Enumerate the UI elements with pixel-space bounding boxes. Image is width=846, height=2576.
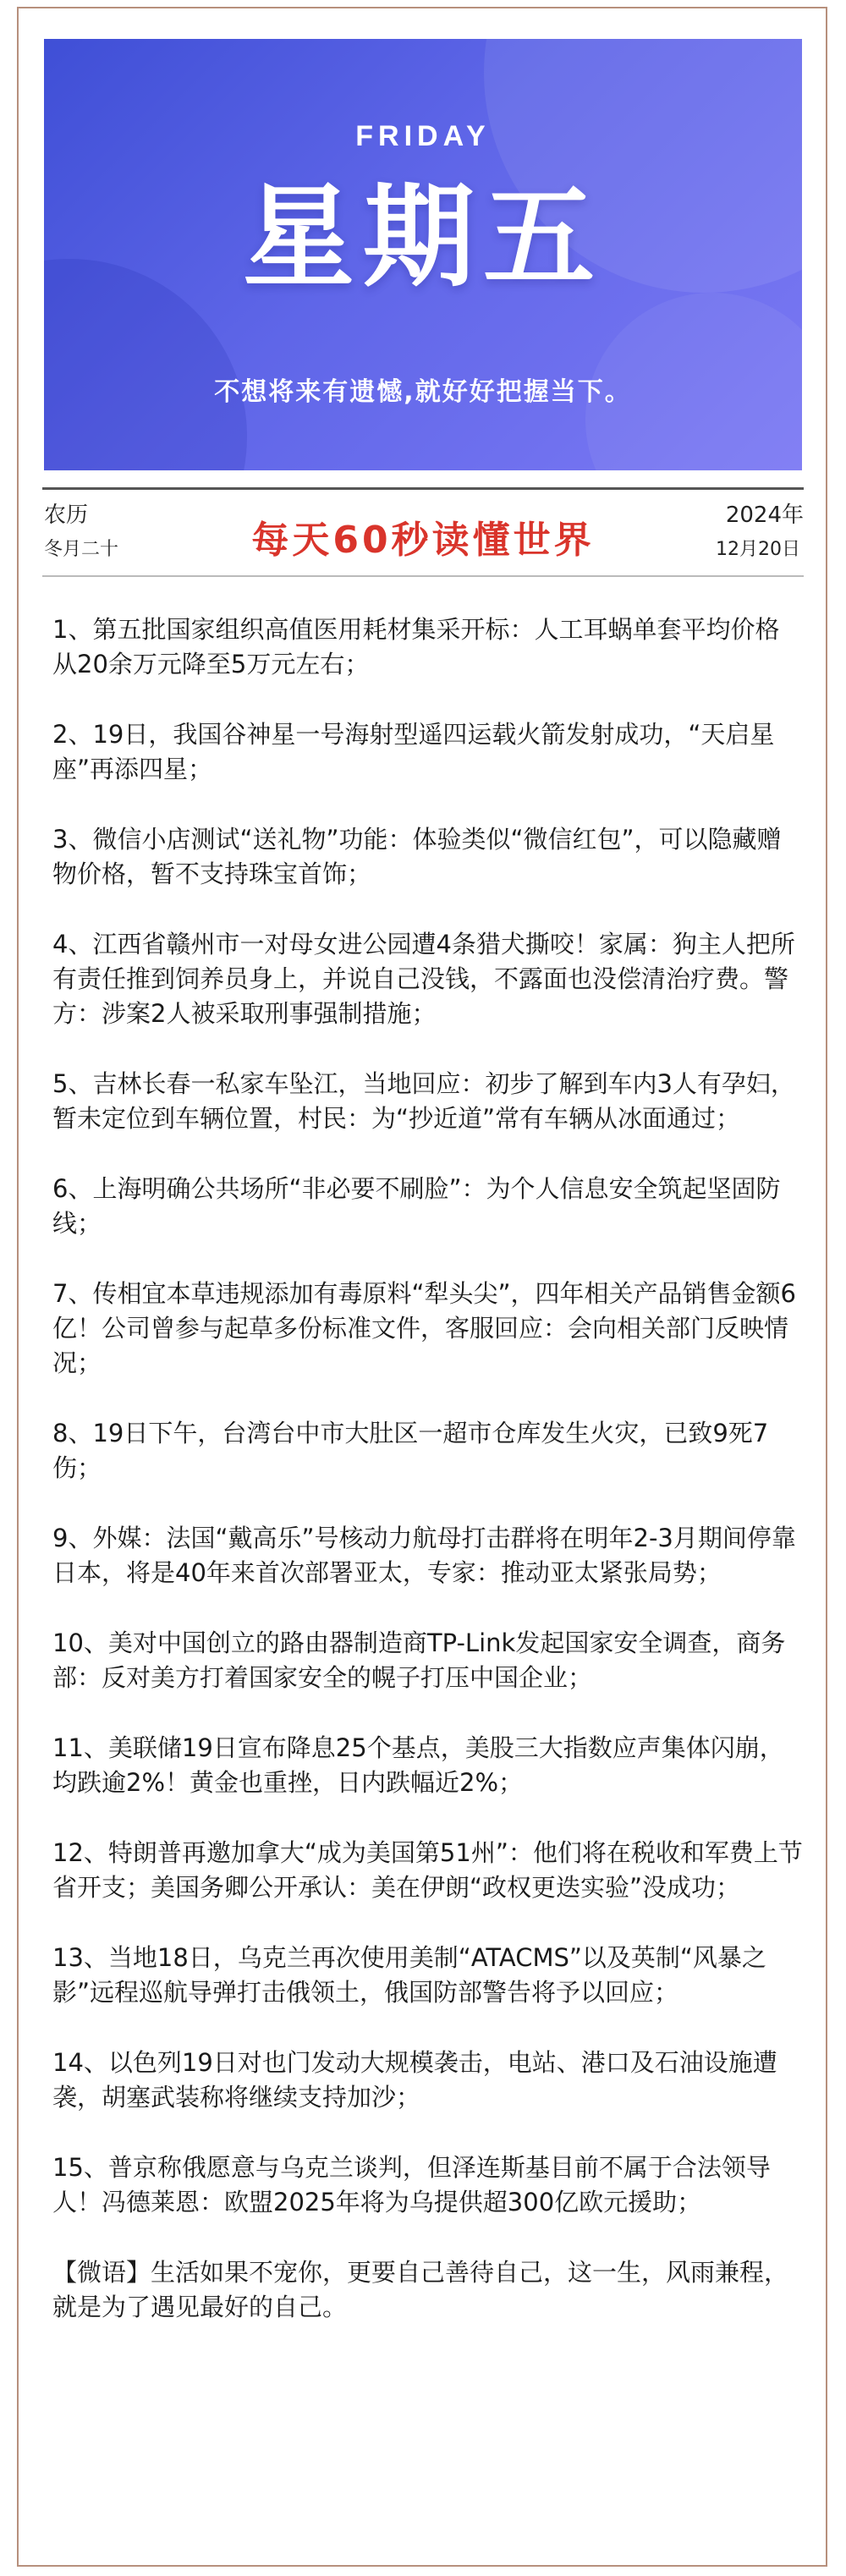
year-label: 2024年 — [725, 503, 804, 528]
news-item: 2、19日，我国谷神星一号海射型遥四运载火箭发射成功，“天启星座”再添四星； — [52, 720, 775, 783]
dateline-top-rule — [42, 487, 804, 490]
dateline-bottom-rule — [42, 575, 804, 577]
news-item: 6、上海明确公共场所“非必要不刷脸”：为个人信息安全筑起坚固防线； — [52, 1174, 781, 1238]
news-item: 15、普京称俄愿意与乌克兰谈判，但泽连斯基目前不属于合法领导人！冯德莱恩：欧盟2025年将为乌提供超300亿欧元援助； — [52, 2153, 771, 2216]
banner-slogan: 不想将来有遗憾,就好好把握当下。 — [214, 377, 632, 407]
news-item: 11、美联储19日宣布降息25个基点，美股三大指数应声集体闪崩，均跌逾2%！黄金也重挫，日内跌幅近2%； — [52, 1733, 784, 1797]
news-item: 7、传相宜本草违规添加有毒原料“犁头尖”，四年相关产品销售金额6亿！公司曾参与起草多份标准文件，客服回应：会向相关部门反映情况； — [52, 1279, 796, 1377]
news-list — [52, 612, 804, 2360]
news-item: 14、以色列19日对也门发动大规模袭击，电站、港口及石油设施遭袭，胡塞武装称将继续支持加沙； — [52, 2048, 777, 2112]
news-item: 3、微信小店测试“送礼物”功能：体验类似“微信红包”，可以隐藏赠物价格，暂不支持珠宝首饰； — [52, 825, 782, 888]
news-item: 4、江西省赣州市一对母女进公园遭4条猎犬撕咬！家属：狗主人把所有责任推到饲养员身上，并说自己没钱，不露面也没偿清治疗费。警方：涉案2人被采取刑事强制措施； — [52, 930, 795, 1028]
weekday-english: FRIDAY — [355, 120, 491, 152]
news-item: 5、吉林长春一私家车坠江，当地回应：初步了解到车内3人有孕妇，暂未定位到车辆位置，村民：为“抄近道”常有车辆从冰面通过； — [52, 1069, 795, 1133]
news-item: 13、当地18日，乌克兰再次使用美制“ATACMS”以及英制“风暴之影”远程巡航导弹打击俄领土，俄国防部警告将予以回应； — [52, 1943, 766, 2007]
weekday-chinese: 星期五 — [243, 173, 603, 303]
lunar-label: 农历 — [44, 503, 89, 528]
header-banner — [44, 39, 802, 470]
page-title: 每天60秒读懂世界 — [251, 519, 595, 562]
daily-quote: 【微语】生活如果不宠你，更要自己善待自己，这一生，风雨兼程，就是为了遇见最好的自己。 — [52, 2258, 789, 2321]
news-item: 9、外媒：法国“戴高乐”号核动力航母打击群将在明年2-3月期间停靠日本，将是40年来首次部署亚太，专家：推动亚太紧张局势； — [52, 1524, 796, 1587]
news-item: 10、美对中国创立的路由器制造商TP-Link发起国家安全调查，商务部：反对美方打着国家安全的幌子打压中国企业； — [52, 1629, 786, 1692]
news-item: 1、第五批国家组织高值医用耗材集采开标：人工耳蜗单套平均价格从20余万元降至5万元左右； — [52, 615, 780, 678]
news-item: 12、特朗普再邀加拿大“成为美国第51州”：他们将在税收和军费上节省开支；美国务卿公开承认：美在伊朗“政权更迭实验”没成功； — [52, 1838, 803, 1902]
date-label: 12月20日 — [716, 539, 800, 560]
news-item: 8、19日下午，台湾台中市大肚区一超市仓库发生火灾，已致9死7伤； — [52, 1419, 769, 1482]
lunar-date: 冬月二十 — [44, 539, 119, 560]
